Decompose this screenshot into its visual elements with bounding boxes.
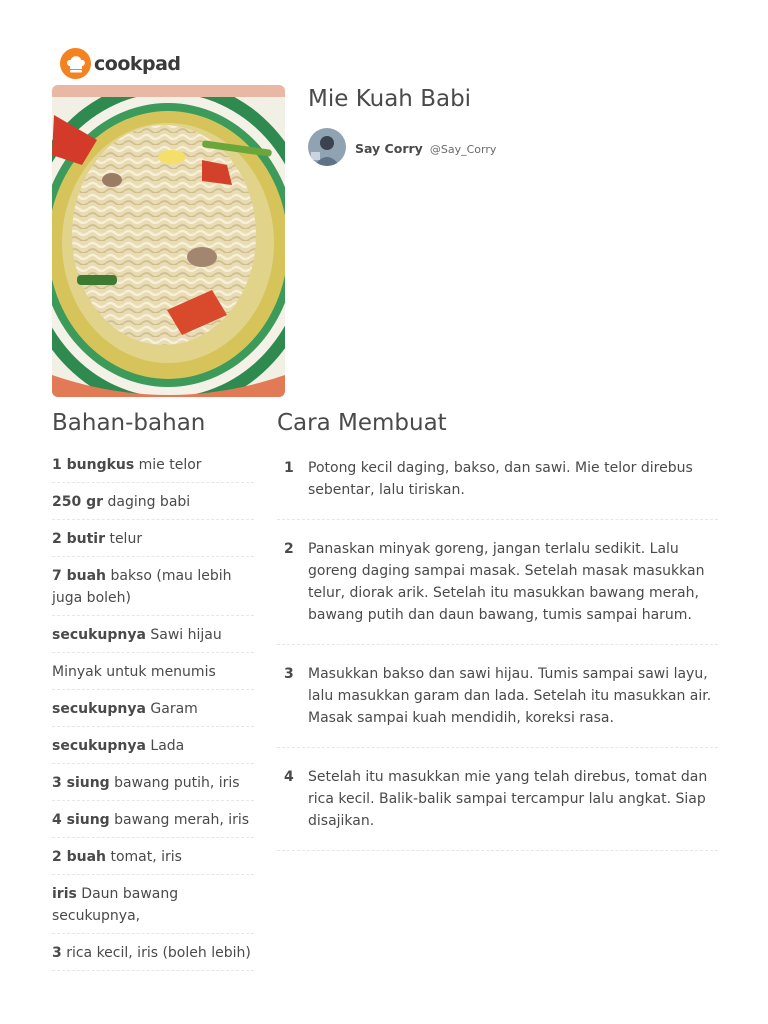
- ingredient-item: [52, 690, 254, 727]
- ingredient-quantity: secukupnya: [52, 627, 146, 643]
- ingredient-quantity: 1 bungkus: [52, 457, 135, 473]
- ingredient-item: [52, 934, 254, 971]
- ingredient-item: [52, 446, 254, 483]
- step-number: 4: [284, 769, 294, 785]
- ingredient-item: [52, 727, 254, 764]
- ingredient-item: [52, 801, 254, 838]
- ingredient-name: rica kecil, iris (boleh lebih): [66, 945, 251, 961]
- ingredient-list: [52, 446, 254, 971]
- ingredient-name: mie telor: [138, 457, 202, 473]
- ingredient-item: [52, 520, 254, 557]
- ingredient-name: bakso (mau lebih juga boleh): [52, 568, 232, 606]
- ingredient-item: [52, 557, 254, 616]
- ingredient-quantity: 250 gr: [52, 494, 104, 510]
- step-text: Panaskan minyak goreng, jangan terlalu sedikit. Lalu goreng daging sampai masak. Setelah masak masukkan telur, diorak arik. Setelah itu masukkan bawang merah, bawang putih dan daun bawang, tumis sampai harum.: [308, 541, 705, 623]
- ingredient-name: bawang merah, iris: [114, 812, 250, 828]
- recipe-title: Mie Kuah Babi: [308, 86, 472, 112]
- ingredient-item: [52, 764, 254, 801]
- ingredient-name: telur: [109, 531, 143, 547]
- step-item: [277, 448, 718, 520]
- step-list: [277, 448, 718, 860]
- step-text: Setelah itu masukkan mie yang telah direbus, tomat dan rica kecil. Balik-balik sampai tercampur lalu angkat. Siap disajikan.: [308, 769, 708, 829]
- ingredient-name: daging babi: [107, 494, 191, 510]
- ingredient-name: Sawi hijau: [150, 627, 222, 643]
- step-item: [277, 757, 718, 851]
- cookpad-logo[interactable]: [60, 48, 181, 79]
- chef-hat-icon: [60, 48, 91, 79]
- ingredient-item: [52, 483, 254, 520]
- step-number: 3: [284, 666, 294, 682]
- step-number: 1: [284, 460, 294, 476]
- steps-heading: Cara Membuat: [277, 410, 447, 436]
- ingredient-name: bawang putih, iris: [114, 775, 240, 791]
- author-name[interactable]: Say Corry: [355, 140, 423, 156]
- ingredient-name: Daun bawang secukupnya,: [52, 886, 179, 924]
- step-item: [277, 654, 718, 748]
- author-info[interactable]: [308, 128, 496, 166]
- step-item: [277, 529, 718, 645]
- recipe-photo: [52, 85, 285, 397]
- ingredient-quantity: 4 siung: [52, 812, 110, 828]
- ingredient-item: [52, 838, 254, 875]
- ingredient-quantity: 2 butir: [52, 531, 105, 547]
- ingredient-quantity: 3 siung: [52, 775, 110, 791]
- ingredient-quantity: secukupnya: [52, 701, 146, 717]
- brand-name: cookpad: [94, 52, 181, 75]
- ingredient-quantity: iris: [52, 886, 77, 902]
- author-handle: @Say_Corry: [429, 142, 497, 156]
- ingredient-item: [52, 653, 254, 690]
- ingredient-quantity: 2 buah: [52, 849, 107, 865]
- ingredient-quantity: 3: [52, 945, 62, 961]
- step-number: 2: [284, 541, 294, 557]
- avatar[interactable]: [308, 128, 346, 166]
- ingredient-name: Lada: [150, 738, 185, 754]
- ingredient-quantity: secukupnya: [52, 738, 146, 754]
- ingredient-item: [52, 616, 254, 653]
- ingredients-heading: Bahan-bahan: [52, 410, 206, 436]
- step-text: Potong kecil daging, bakso, dan sawi. Mie telor direbus sebentar, lalu tiriskan.: [308, 460, 693, 498]
- ingredient-quantity: 7 buah: [52, 568, 107, 584]
- step-text: Masukkan bakso dan sawi hijau. Tumis sampai sawi layu, lalu masukkan garam dan lada. Setelah itu masukkan air. Masak sampai kuah mendidih, koreksi rasa.: [308, 666, 712, 726]
- ingredient-name: tomat, iris: [110, 849, 182, 865]
- ingredient-name: Garam: [150, 701, 198, 717]
- ingredient-item: [52, 875, 254, 934]
- ingredient-name: Minyak untuk menumis: [52, 664, 216, 680]
